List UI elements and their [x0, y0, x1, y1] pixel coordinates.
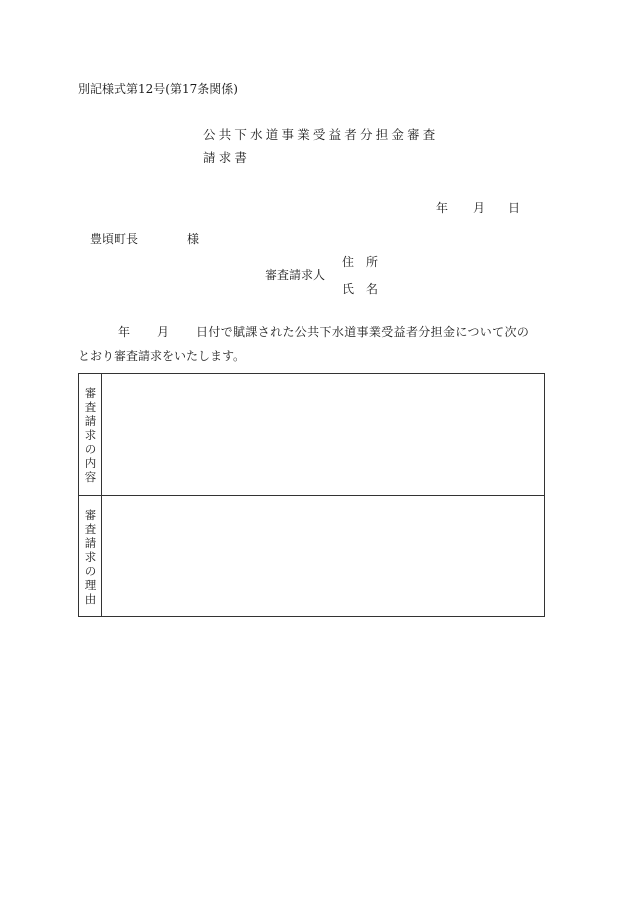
date-month-label: 月 [473, 201, 486, 215]
requester-address-label: 住 所 [342, 255, 379, 269]
document-title-line2: 請求書 [203, 150, 251, 165]
content-label: 審 査 請 求 の 内 容 [84, 386, 97, 484]
content-value-cell[interactable] [102, 374, 544, 495]
body-year-label: 年 [118, 325, 131, 339]
reason-row [79, 496, 544, 616]
content-label-cell [79, 374, 102, 495]
body-month-label: 月 [157, 325, 170, 339]
request-table [78, 373, 545, 617]
reason-value-cell[interactable] [102, 496, 544, 616]
requester-name-label: 氏 名 [342, 282, 379, 296]
content-row [79, 374, 544, 496]
form-number: 別記様式第12号(第17条関係) [78, 82, 238, 96]
reason-label-cell [79, 496, 102, 616]
reason-label: 審 査 請 求 の 理 由 [84, 508, 97, 606]
date-year-label: 年 [436, 201, 449, 215]
body-text-line2: とおり審査請求をいたします。 [78, 349, 246, 363]
requester-label: 審査請求人 [265, 268, 326, 282]
addressee-honorific: 様 [187, 232, 200, 246]
date-day-label: 日 [508, 201, 521, 215]
document-title: 公共下水道事業受益者分担金審査 [203, 127, 439, 142]
body-text-line1: 日付で賦課された公共下水道事業受益者分担金について次の [196, 325, 530, 339]
addressee-name: 豊頃町長 [90, 232, 139, 246]
